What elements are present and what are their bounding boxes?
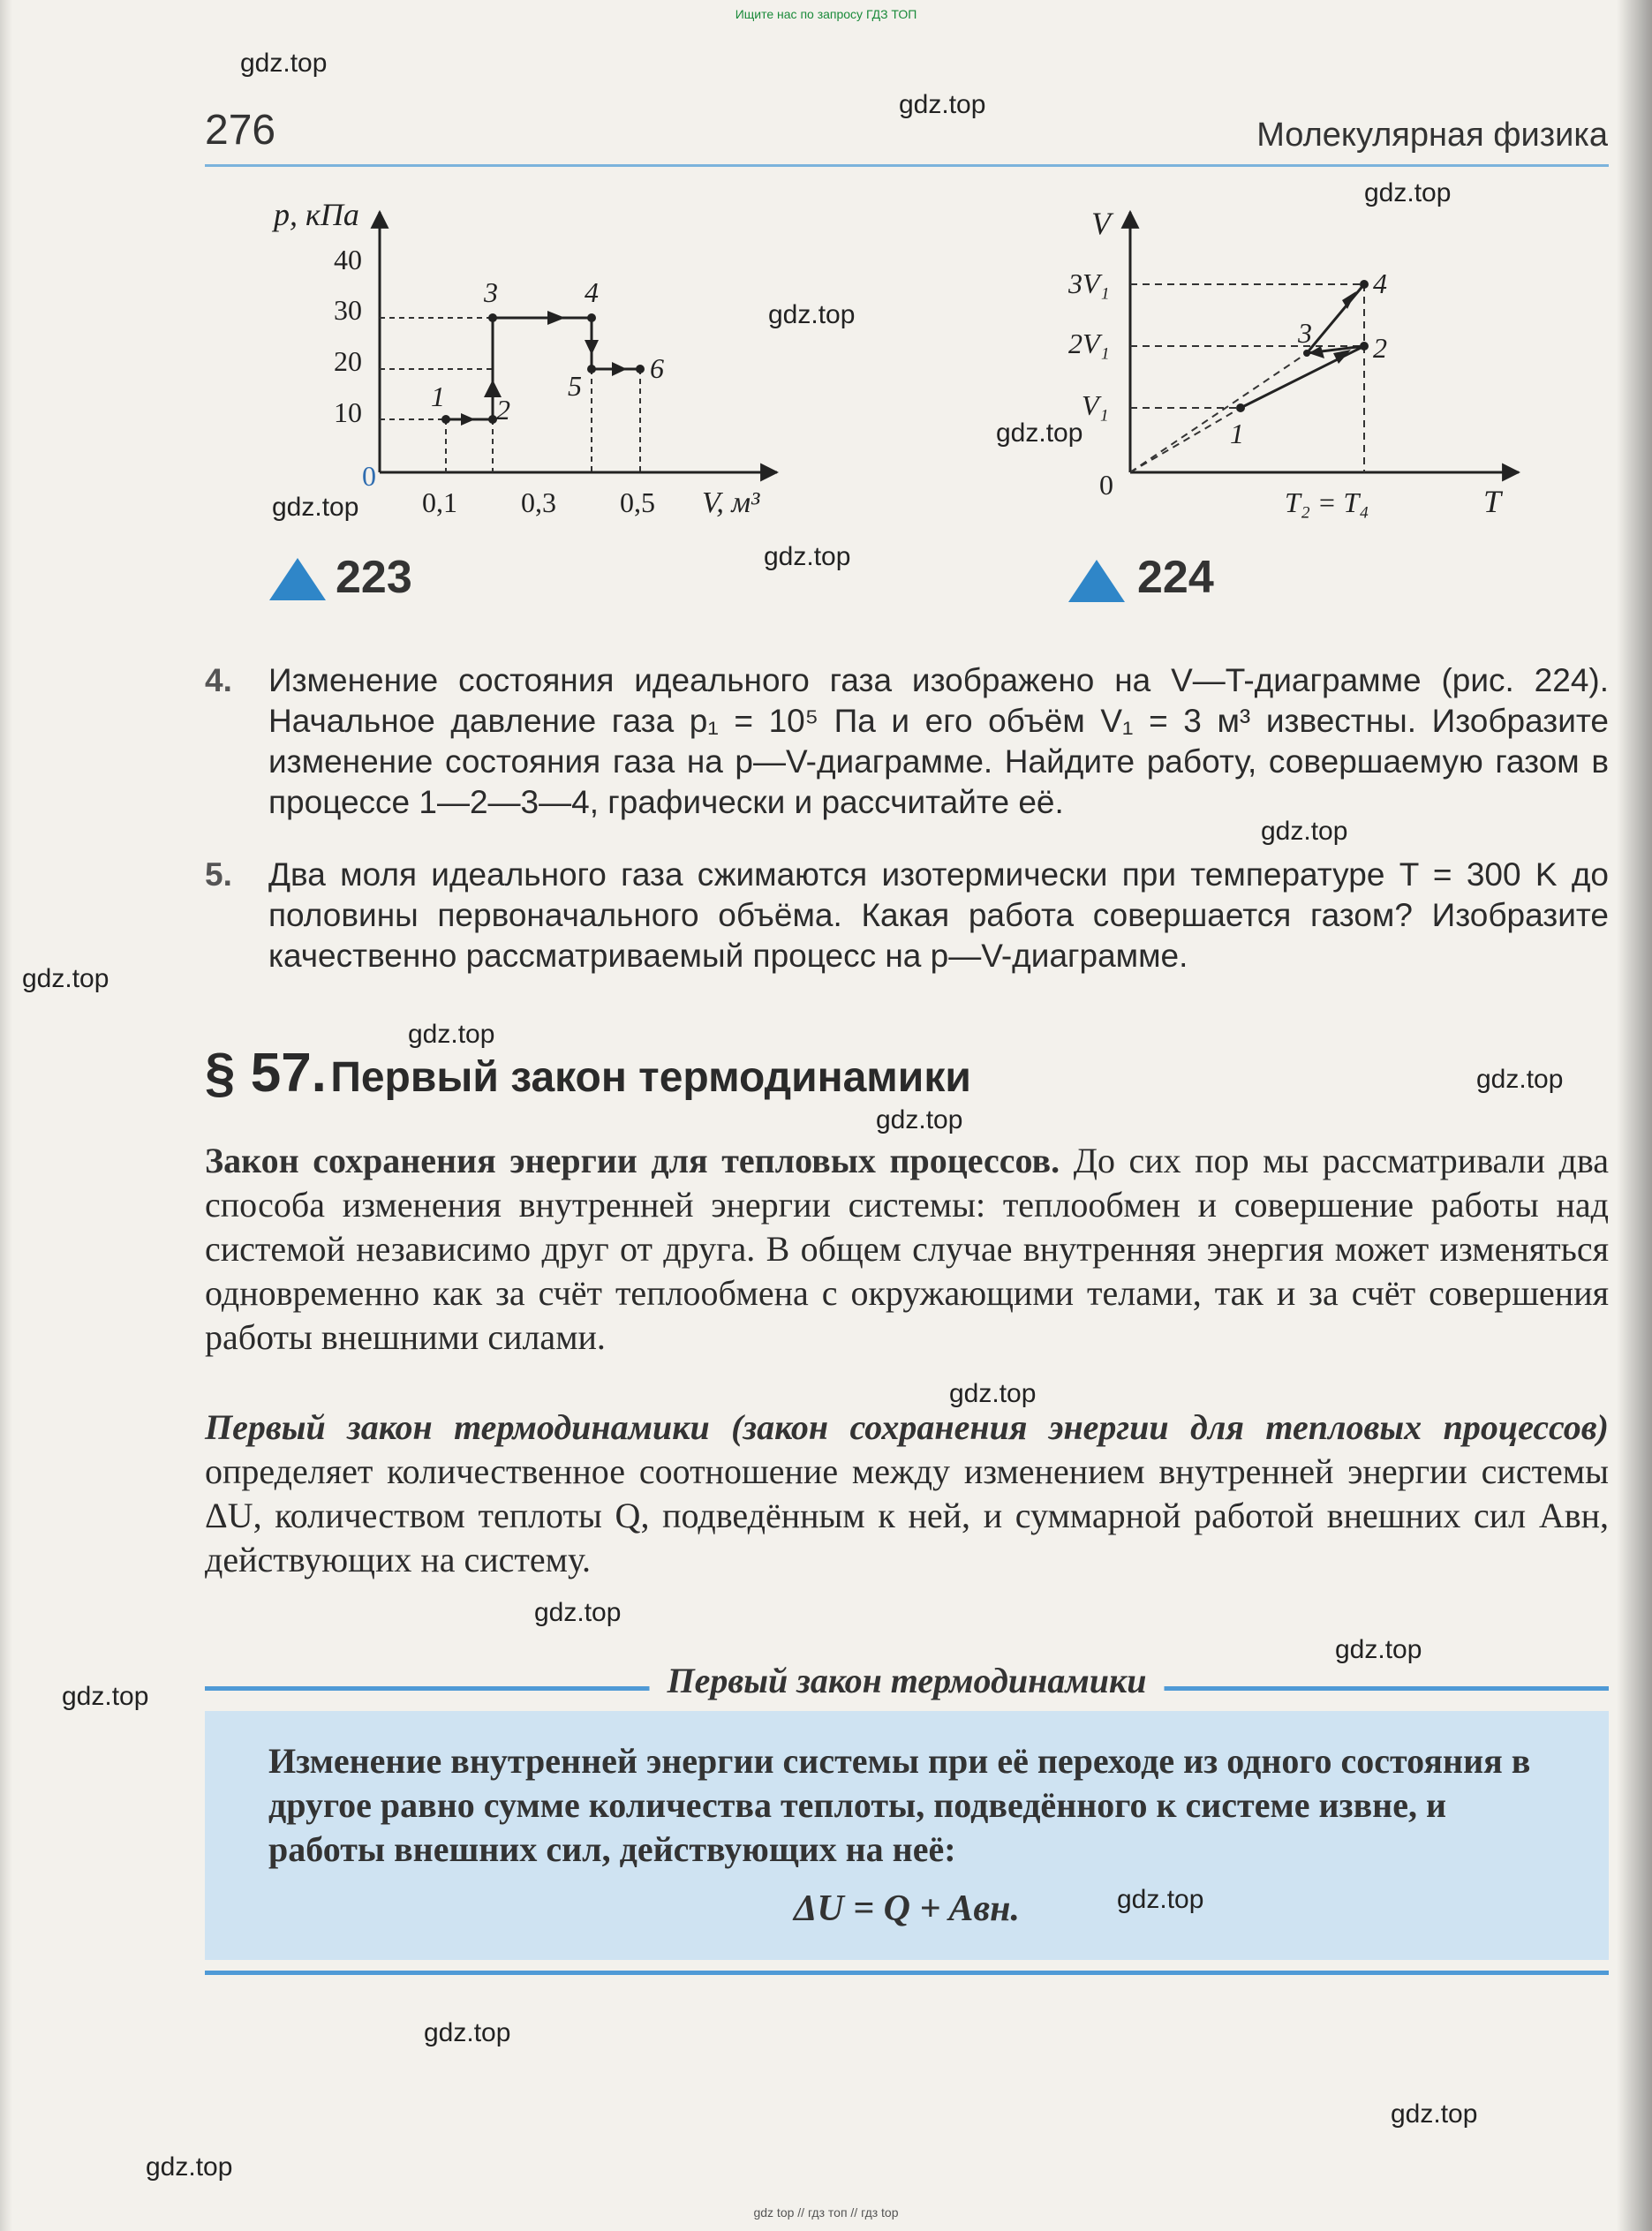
paragraph-1-text: До сих пор мы рассматривали два способа изменения внутренней энергии системы: теплообмен и совершение работы над системой независимо друг от друга. В общем случае внутренняя энергия может изменяться одновременно как за счёт теплообмена с окружающими телами, так и за счёт совершения работы внешними силами. bbox=[205, 1141, 1610, 1357]
paragraph-1-lead: Закон сохранения энергии для тепловых процессов. bbox=[205, 1141, 1060, 1180]
watermark: gdz.top bbox=[1476, 1065, 1564, 1094]
watermark: gdz.top bbox=[876, 1105, 963, 1134]
fig224-point-label: 1 bbox=[1230, 418, 1244, 449]
fig224-y-tick: V₁ bbox=[1082, 389, 1109, 421]
fig224-x-tick: T₂ = T₄ bbox=[1285, 486, 1369, 518]
header-rule bbox=[205, 164, 1609, 167]
watermark: gdz.top bbox=[1391, 2099, 1478, 2129]
fig223-point-label: 5 bbox=[568, 370, 582, 402]
fig223-point-label: 6 bbox=[650, 352, 664, 384]
fig223-x-tick: 0,1 bbox=[422, 486, 457, 518]
fig223-y-tick: 30 bbox=[334, 294, 362, 326]
fig223-x-tick: 0,3 bbox=[521, 486, 556, 518]
page-number: 276 bbox=[205, 107, 276, 154]
fig223-point-label: 4 bbox=[585, 276, 599, 308]
section-heading: Первый закон термодинамики bbox=[330, 1054, 971, 1101]
watermark: gdz.top bbox=[534, 1598, 622, 1627]
fig223-point-label: 1 bbox=[431, 381, 445, 412]
paragraph-2-text: определяет количественное соотношение между изменением внутренней энергии системы ΔU, количеством теплоты Q, подведённым к ней, и суммарной работой внешних сил Aвн, действующих на систему. bbox=[205, 1451, 1609, 1579]
figure-223-pv-diagram bbox=[265, 194, 795, 530]
task-number: 4. bbox=[205, 662, 232, 698]
paragraph-1 bbox=[205, 1139, 1609, 1360]
figure-223-marker-icon bbox=[269, 558, 326, 600]
fig223-y-label: p, кПа bbox=[274, 197, 359, 232]
fig223-y-tick: 40 bbox=[334, 244, 362, 275]
watermark: gdz.top bbox=[240, 49, 328, 78]
fig224-point-label: 3 bbox=[1298, 317, 1312, 349]
watermark: gdz.top bbox=[22, 964, 109, 993]
section-title bbox=[205, 1042, 971, 1104]
page-edge-shadow-right bbox=[1617, 0, 1652, 2231]
task-text: Два моля идеального газа сжимаются изотермически при температуре T = 300 K до половины первоначального объёма. Какая работа совершается газом? Изобразите качественно рассматриваемый процесс на p—V-диаграмме. bbox=[268, 856, 1609, 974]
watermark: gdz.top bbox=[272, 493, 359, 522]
figure-223-number: 223 bbox=[336, 552, 412, 603]
fig224-x-label: T bbox=[1483, 484, 1502, 519]
law-box-title: Первый закон термодинамики bbox=[650, 1660, 1165, 1701]
page-edge-shadow-left bbox=[0, 0, 12, 2231]
paragraph-2-lead: Первый закон термодинамики (закон сохранения энергии для тепловых процессов) bbox=[205, 1407, 1609, 1447]
watermark: gdz.top bbox=[768, 300, 856, 329]
fig223-x-label: V, м³ bbox=[702, 486, 760, 519]
fig224-point-label: 2 bbox=[1373, 332, 1387, 364]
fig223-origin: 0 bbox=[362, 460, 376, 492]
watermark: gdz.top bbox=[1261, 817, 1348, 846]
task-number: 5. bbox=[205, 856, 232, 893]
watermark: gdz.top bbox=[996, 418, 1083, 448]
task-5 bbox=[205, 855, 1609, 976]
law-statement: Изменение внутренней энергии системы при её переходе из одного состояния в другое равно сумме количества теплоты, подведённого к системе извне, и работы внешних сил, действующих на неё: bbox=[268, 1741, 1531, 1869]
fig224-origin: 0 bbox=[1099, 469, 1113, 501]
law-box-header bbox=[205, 1660, 1609, 1704]
law-box bbox=[205, 1711, 1609, 1960]
section-symbol: § 57. bbox=[205, 1043, 327, 1104]
fig223-y-tick: 20 bbox=[334, 345, 362, 377]
watermark: gdz.top bbox=[949, 1379, 1037, 1408]
watermark: gdz.top bbox=[764, 542, 851, 571]
running-title: Молекулярная физика bbox=[1256, 117, 1608, 154]
fig223-point-label: 3 bbox=[484, 276, 498, 308]
watermark: gdz.top bbox=[899, 90, 986, 119]
law-formula: ΔU = Q + Aвн. bbox=[794, 1888, 1020, 1929]
watermark: gdz.top bbox=[408, 1020, 495, 1049]
fig224-y-label: V bbox=[1091, 206, 1111, 241]
paragraph-2 bbox=[205, 1406, 1609, 1582]
bottom-banner: gdz top // гдз топ // гдз top bbox=[753, 2205, 899, 2220]
task-text: Изменение состояния идеального газа изображено на V—T-диаграмме (рис. 224). Начальное давление газа p₁ = 10⁵ Па и его объём V₁ = 3 м³ известны. Изобразите изменение состояния газа на p—V-диаграмме. Найдите работу, совершаемую газом в процессе 1—2—3—4, графически и рассчитайте её. bbox=[268, 662, 1609, 820]
watermark: gdz.top bbox=[424, 2018, 511, 2047]
figure-224-marker-icon bbox=[1068, 560, 1125, 602]
fig223-x-tick: 0,5 bbox=[620, 486, 655, 518]
fig224-y-tick: 2V₁ bbox=[1068, 328, 1110, 359]
watermark: gdz.top bbox=[62, 1682, 149, 1711]
watermark: gdz.top bbox=[1335, 1635, 1422, 1664]
law-box-bottom-rule bbox=[205, 1971, 1609, 1975]
task-4 bbox=[205, 660, 1609, 823]
watermark: gdz.top bbox=[1364, 178, 1452, 207]
watermark: gdz.top bbox=[1117, 1885, 1204, 1914]
figure-224-number: 224 bbox=[1137, 552, 1214, 603]
top-banner: Ищите нас по запросу ГДЗ ТОП bbox=[735, 7, 917, 21]
figure-224-vt-diagram bbox=[1042, 194, 1536, 530]
watermark: gdz.top bbox=[146, 2152, 233, 2182]
fig223-point-label: 2 bbox=[496, 394, 510, 426]
fig223-y-tick: 10 bbox=[334, 396, 362, 428]
fig224-point-label: 4 bbox=[1373, 268, 1387, 299]
fig224-y-tick: 3V₁ bbox=[1068, 268, 1110, 299]
